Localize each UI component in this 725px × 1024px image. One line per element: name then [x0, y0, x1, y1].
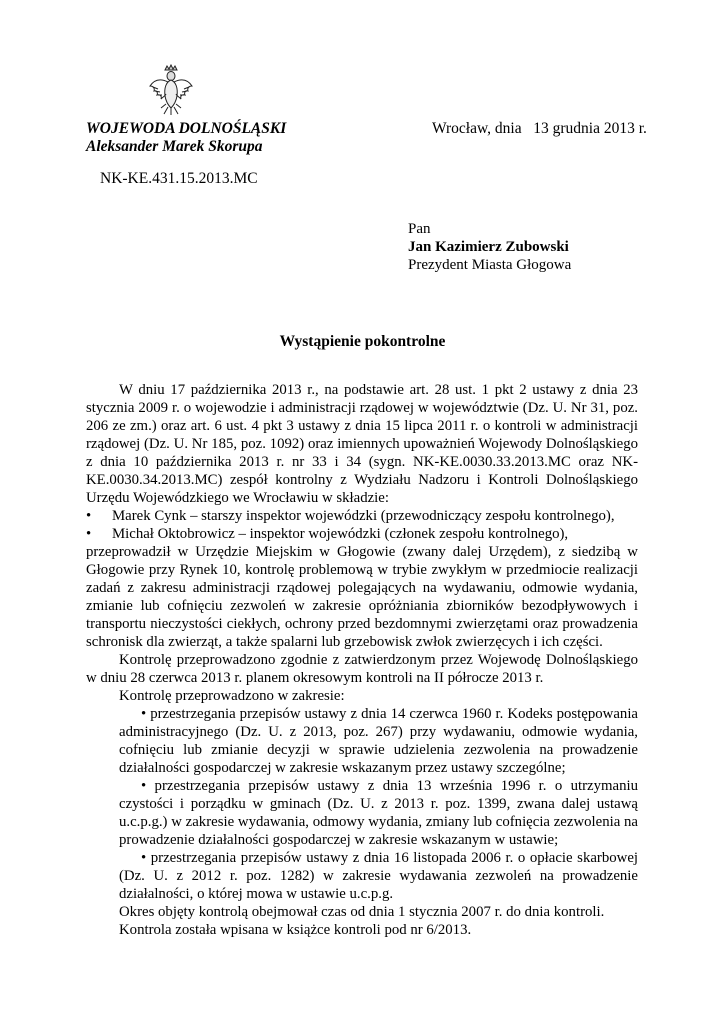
recipient-role: Prezydent Miasta Głogowa [408, 257, 572, 273]
paragraph-inspection-subject: przeprowadził w Urzędzie Miejskim w Głogowie (zwany dalej Urzędem), z siedzibą w Głogowie przy Rynek 10, kontrolę problemową w trybie zwykłym w przedmiocie realizacji zadań z zakresu administracji rządowej polegających na wydawaniu, odmowie wydania, zmianie lub cofnięciu zezwoleń w zakresie opróżniania zbiorników bezodpływowych i transportu nieczystości ciekłych, ochrony przed bezdomnymi zwierzętami oraz prowadzenia schronisk dla zwierząt, a także spalarni lub grzebowisk zwłok zwierzęcych i ich części. [86, 544, 638, 650]
team-member-text: Michał Oktobrowicz – inspektor wojewódzki (członek zespołu kontrolnego), [112, 526, 569, 542]
paragraph-scope-intro: Kontrolę przeprowadzono w zakresie: [119, 688, 345, 704]
eagle-emblem-icon [148, 64, 194, 116]
scope-item: • przestrzegania przepisów ustawy z dnia 16 listopada 2006 r. o opłacie skarbowej (Dz. U. z 2012 r. poz. 1282) w zakresie wydawania zezwoleń na prowadzenie działalności, o której mowa w ustawie u.c.p.g. [119, 850, 638, 902]
team-member-item [86, 525, 638, 543]
document-body [86, 381, 638, 939]
paragraph-period: Okres objęty kontrolą obejmował czas od dnia 1 stycznia 2007 r. do dnia kontroli. [119, 904, 605, 920]
reference-number: NK-KE.431.15.2013.MC [100, 170, 258, 187]
recipient-salutation: Pan [408, 221, 431, 237]
bullet-icon: • [86, 508, 92, 524]
paragraph-plan: Kontrolę przeprowadzono zgodnie z zatwierdzonym przez Wojewodę Dolnośląskiego w dniu 28 czerwca 2013 r. planem okresowym kontroli na II półrocze 2013 r. [86, 652, 638, 686]
recipient-name: Jan Kazimierz Zubowski [408, 239, 569, 255]
sender-title: WOJEWODA DOLNOŚLĄSKI [86, 120, 287, 137]
bullet-icon: • [86, 526, 92, 542]
scope-item: • przestrzegania przepisów ustawy z dnia 14 czerwca 1960 r. Kodeks postępowania administracyjnego (Dz. U. z 2013, poz. 267) przy wydawaniu, odmowie wydania, cofnięciu lub zmianie decyzji w sprawie udzielenia zezwolenia na prowadzenie działalności gospodarczej w zakresie wskazanym przez ustawy szczególne; [119, 706, 638, 776]
document-title: Wystąpienie pokontrolne [279, 333, 446, 350]
paragraph-legal-basis: W dniu 17 października 2013 r., na podstawie art. 28 ust. 1 pkt 2 ustawy z dnia 23 stycznia 2009 r. o wojewodzie i administracji rządowej w województwie (Dz. U. Nr 31, poz. 206 ze zm.) oraz art. 6 ust. 4 pkt 3 ustawy z dnia 15 lipca 2011 r. o kontroli w administracji rządowej (Dz. U. Nr 185, poz. 1092) oraz imiennych upoważnień Wojewody Dolnośląskiego z dnia 10 października 2013 r. nr 33 i 34 (sygn. NK-KE.0030.33.2013.MC oraz NK-KE.0030.34.2013.MC) zespół kontrolny z Wydziału Nadzoru i Kontroli Dolnośląskiego Urzędu Wojewódzkiego we Wrocławiu w składzie: [86, 382, 638, 506]
scope-item: • przestrzegania przepisów ustawy z dnia 13 września 1996 r. o utrzymaniu czystości i porządku w gminach (Dz. U. z 2013 r. poz. 1399, zwana dalej ustawą u.c.p.g.) w zakresie wydawania, odmowy wydania, zmiany lub cofnięcia zezwolenia na prowadzenie działalności gospodarczej w zakresie wskazanym w ustawie; [119, 778, 638, 848]
team-member-item [86, 507, 638, 525]
team-member-text: Marek Cynk – starszy inspektor wojewódzki (przewodniczący zespołu kontrolnego), [112, 508, 615, 524]
place-date: Wrocław, dnia 13 grudnia 2013 r. [432, 120, 647, 137]
paragraph-register: Kontrola została wpisana w książce kontroli pod nr 6/2013. [119, 922, 472, 938]
sender-name: Aleksander Marek Skorupa [86, 138, 263, 155]
